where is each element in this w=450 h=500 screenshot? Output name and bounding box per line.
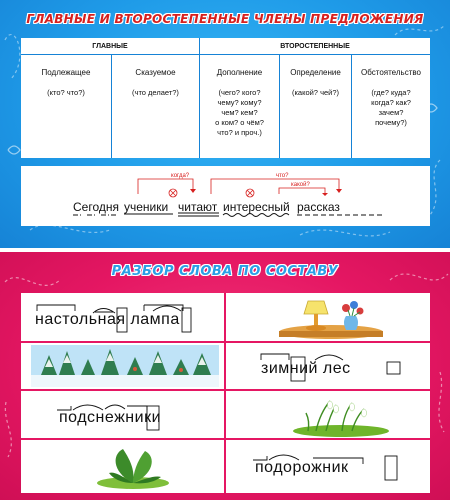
word-plantain: подорожник: [255, 459, 349, 476]
object-questions-1: (чего? кого?: [218, 88, 261, 97]
subject-cell: [21, 68, 111, 98]
attribute-questions: (какой? чей?): [291, 88, 340, 97]
adverbial-questions-1: (где? куда?: [371, 88, 411, 97]
arrow-what: [211, 179, 339, 194]
adverbial-questions-3: зачем?: [378, 108, 404, 117]
header-divider: [21, 54, 430, 55]
link-marker-icon: [169, 189, 254, 197]
predicate-cell: [112, 68, 199, 98]
morpheme-marks: [259, 348, 429, 390]
adverbial-questions-4: почему?): [375, 118, 407, 127]
winter-forest-icon: [31, 345, 219, 387]
morpheme-marks: [253, 446, 429, 490]
attribute-label: Определение: [290, 68, 341, 77]
object-questions-3: чем? кем?: [221, 108, 258, 117]
object-questions-2: чему? кому?: [217, 98, 262, 107]
main-members-header: ГЛАВНЫЕ: [92, 42, 128, 50]
question-what: что?: [276, 173, 289, 179]
plantain-leaf-icon: [93, 443, 173, 491]
snowdrops-icon: [286, 393, 396, 438]
sentence-analysis-box: [21, 166, 430, 226]
adverbial-cell: [352, 68, 430, 128]
word-table-lamp: настольная лампа: [35, 311, 180, 328]
morpheme-marks: [33, 299, 223, 341]
question-when: когда?: [171, 173, 190, 179]
panel-title: ГЛАВНЫЕ И ВТОРОСТЕПЕННЫЕ ЧЛЕНЫ ПРЕДЛОЖЕНИЯ: [26, 12, 424, 26]
sentence-members-table: [21, 38, 430, 158]
word-predicate: читают: [178, 200, 218, 214]
word-structure-panel: [0, 252, 450, 500]
object-label: Дополнение: [216, 68, 263, 77]
object-cell: [200, 68, 279, 138]
adverbial-label: Обстоятельство: [361, 68, 421, 77]
object-questions-4: о ком? о чём?: [215, 118, 264, 127]
question-which: какой?: [291, 182, 310, 188]
underline-predicate: [178, 213, 219, 216]
word-object: рассказ: [297, 200, 340, 214]
arrow-which: [279, 188, 325, 194]
subject-questions: (кто? что?): [47, 88, 85, 97]
predicate-label: Сказуемое: [135, 68, 176, 77]
word-subject: ученики: [124, 200, 169, 214]
object-questions-5: что? и проч.): [217, 128, 262, 137]
table-lamp-icon: [276, 296, 386, 341]
secondary-members-header: ВТОРОСТЕПЕННЫЕ: [280, 42, 350, 50]
word-structure-grid: [21, 293, 430, 493]
predicate-questions: (что делает?): [132, 88, 179, 97]
sentence-diagram: [21, 166, 430, 226]
panel-title: РАЗБОР СЛОВА ПО СОСТАВУ: [111, 264, 339, 279]
adverbial-questions-2: когда? как?: [371, 98, 411, 107]
word-adverbial: Сегодня: [73, 200, 119, 214]
word-attribute: интересный: [223, 200, 290, 214]
attribute-cell: [280, 68, 351, 98]
word-snowdrops: подснежники: [59, 409, 162, 426]
subject-label: Подлежащее: [41, 68, 91, 77]
sentence-members-panel: [0, 0, 450, 248]
morpheme-marks: [57, 396, 217, 438]
word-winter-forest: зимний лес: [261, 360, 351, 377]
arrow-when: [138, 179, 193, 194]
